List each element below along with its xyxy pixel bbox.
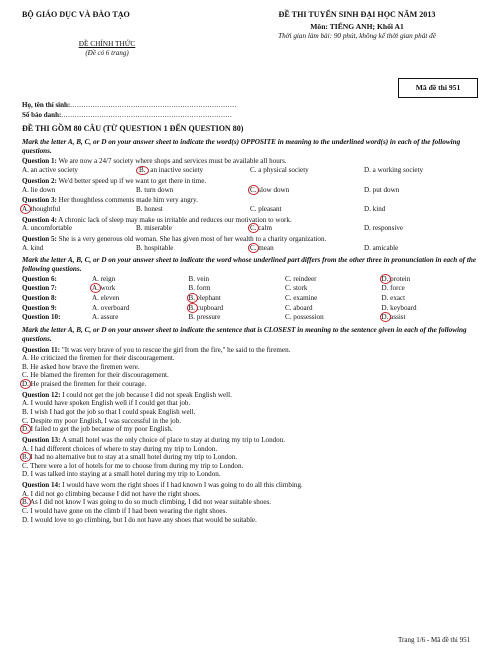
- instruction-closest: Mark the letter A, B, C, or D on your answer sheet to indicate the sentence that is CLOSEST in meaning to the sentence given in each of the following questions.: [22, 325, 467, 343]
- instruction-pronunciation: Mark the letter A, B, C, or D on your answer sheet to indicate the word whose underlined part differs from the other three in pronunciation in each of the following questions.: [22, 256, 477, 273]
- page-footer: Trang 1/6 - Mã đề thi 951: [398, 636, 471, 644]
- answer-circle: [248, 243, 259, 253]
- question-6: Question 6: A. reign B. vein C. reindeer D. protein: [22, 274, 411, 283]
- answer-circle: [187, 303, 198, 313]
- header-left: [22, 10, 192, 57]
- header-right: [232, 10, 482, 41]
- candidate-name-line: [22, 101, 237, 110]
- answer-circle: [248, 185, 259, 195]
- answer-circle: [20, 379, 31, 389]
- pages-note: (Đề có 6 trang): [85, 48, 129, 57]
- question-13: Question 13: A small hotel was the only choice of place to stay at during my trip to London. A. I had different choices of where to stay during my trip to London. B. I had no alternative but to stay at a small hotel during my trip to London. C. There were a lot of hotels for me to choose from during my trip to London. D. I was talked into staying at a small hotel during my trip to London.: [22, 435, 286, 479]
- question-3: Question 3: Her thoughtless comments made him very angry. A. thoughtful B. honest C. pleasant D. kind: [22, 196, 386, 213]
- candidate-name-dots: ..........................................................................: [70, 101, 237, 109]
- exam-body: [22, 124, 478, 524]
- exam-section-title: ĐỀ THI GỒM 80 CÂU (TỪ QUESTION 1 ĐẾN QUESTION 80): [22, 124, 244, 133]
- question-11: Question 11: "It was very brave of you to rescue the girl from the fire," he said to the firemen. A. He criticized the firemen for their discouragement. B. He asked how brave the firemen were. C. He blamed the firemen for their discouragement. D. He praised the firemen for their courage.: [22, 345, 291, 389]
- question-2: Question 2: We'd better speed up if we want to get there in time. A. lie down B. turn down C. slow down D. put down: [22, 177, 400, 194]
- question-12: Question 12: I could not get the job because I did not speak English well. A. I would have spoken English well if I could get that job. B. I wish I had got the job so that I could speak English well. C. Despite my poor English, I was successful in the job. D. I failed to get the job because of my poor English.: [22, 390, 232, 434]
- answer-circle: [380, 312, 391, 322]
- answer-circle: [187, 293, 198, 303]
- candidate-name-label: Họ, tên thí sinh:: [22, 101, 71, 109]
- answer-circle: B.: [136, 166, 149, 175]
- question-8: Question 8: A. eleven B. elephant C. examine D. exact: [22, 294, 406, 303]
- candidate-number-line: [22, 111, 232, 120]
- candidate-number-dots: ............................................................................: [61, 111, 233, 119]
- exam-subject: Môn: TIẾNG ANH; Khối A1: [310, 21, 404, 31]
- exam-title: ĐỀ THI TUYỂN SINH ĐẠI HỌC NĂM 2013: [278, 10, 436, 19]
- official-label: ĐỀ CHÍNH THỨC: [78, 38, 136, 48]
- candidate-number-label: Số báo danh:: [22, 111, 62, 119]
- exam-code-box: Mã đề thi 951: [398, 78, 478, 98]
- question-14: Question 14: I would have worn the right shoes if I had known I was going to do all this climbing. A. I did not go climbing because I did not have the right shoes. B. As I did not know I was going to do so much climbing, I did not wear suitable shoes. C. I would have gone on the climb if I had been wearing the right shoes. D. I would love to go climbing, but I do not have any shoes that would be suitable.: [22, 481, 303, 524]
- question-10: Question 10: A. assure B. pressure C. possession D. assist: [22, 313, 406, 322]
- question-7: Question 7: A. work B. form C. stork D. force: [22, 284, 405, 293]
- answer-circle: [380, 274, 391, 284]
- question-1: Question 1: We are now a 24/7 society where shops and services must be available all hours. A. an active society B. an inactive society C. a physical society D. a working society: [22, 157, 424, 174]
- ministry-name: BỘ GIÁO DỤC VÀ ĐÀO TẠO: [22, 10, 130, 19]
- question-4: Question 4: A chronic lack of sleep may make us irritable and reduces our motivation to work. A. uncomfortable B. miserable C. calm D. responsive: [22, 215, 404, 233]
- instruction-opposite: Mark the letter A, B, C, or D on your answer sheet to indicate the word(s) OPPOSITE in meaning to the underlined word(s) in each of the following questions.: [22, 137, 461, 155]
- exam-time: Thời gian làm bài: 90 phút, không kể thời gian phát đề: [278, 32, 436, 41]
- pronunciation-questions: [22, 275, 478, 322]
- question-5: Question 5: She is a very generous old woman. She has given most of her wealth to a charity organization. A. kind B. hospitable C. mean D. amicable: [22, 234, 399, 252]
- question-9: Question 9: A. overboard B. cupboard C. aboard D. keyboard: [22, 303, 417, 312]
- answer-circle: [20, 204, 31, 214]
